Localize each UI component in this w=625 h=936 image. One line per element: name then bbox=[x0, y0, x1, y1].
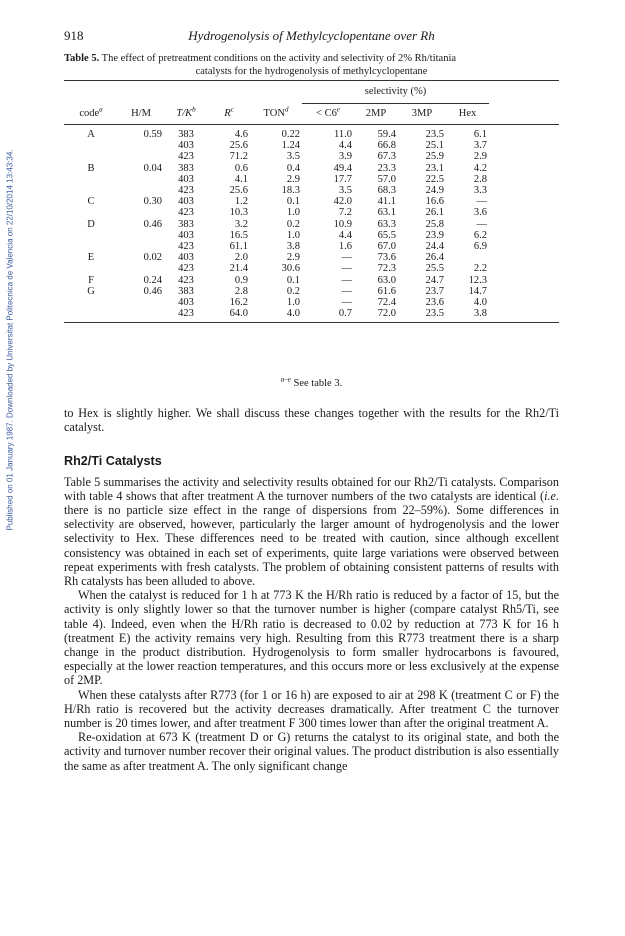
cell-hm bbox=[118, 263, 164, 274]
cell-t: 403 bbox=[178, 140, 194, 152]
cell-r: 0.9 bbox=[234, 274, 248, 286]
cell-ton: 18.3 bbox=[281, 185, 300, 197]
col-2mp: 2MP bbox=[354, 104, 398, 125]
cell-hex: 6.1 bbox=[473, 129, 487, 140]
body-text bbox=[64, 406, 559, 773]
cell-t: 403 bbox=[178, 196, 194, 208]
cell-c6: 10.9 bbox=[333, 218, 352, 230]
cell-c6: 4.4 bbox=[338, 140, 352, 152]
results-table bbox=[64, 80, 559, 323]
cell-r: 4.1 bbox=[234, 173, 248, 185]
cell-ton: 0.4 bbox=[286, 162, 300, 174]
cell-t: 383 bbox=[178, 129, 194, 140]
paragraph-2: When the catalyst is reduced for 1 h at 773 K the H/Rh ratio is reduced by a factor of 15, but the activity is only slightly lower so that the turnover number is higher (compare catalyst Rh5/Ti, see table 4). Indeed, even when the H/Rh ratio is decreased to 0.02 by reduction at 773 K for 16 h (treatment E) the activity remains very high. Resulting from this R773 treatment there is a sharp change in the product distribution. Hydrogenolysis to form smaller hydrocarbons is favoured, especially at the lower reaction temperatures, and this occurs more or less exclusively at the expense of 2MP. bbox=[64, 588, 559, 688]
cell-hm bbox=[118, 185, 164, 196]
cell-hm: 0.30 bbox=[143, 196, 162, 208]
cell-ton: 0.1 bbox=[286, 196, 300, 208]
cell-c6: 3.5 bbox=[338, 185, 352, 197]
cell-hex: 2.2 bbox=[473, 263, 487, 275]
cell-hex: 4.0 bbox=[473, 297, 487, 309]
paragraph-4: Re-oxidation at 673 K (treatment D or G) returns the catalyst to its original state, and both the activity and turnover number recover their original values. The product distribution is also essentially the same as after treatment A. The only significant change bbox=[64, 730, 559, 773]
table-row bbox=[64, 252, 559, 263]
cell-ton: 1.0 bbox=[286, 207, 300, 219]
cell-mp3: 23.5 bbox=[398, 308, 446, 323]
cell-t: 423 bbox=[178, 263, 194, 275]
cell-ton: 0.1 bbox=[286, 274, 300, 286]
cell-mp2: 23.3 bbox=[377, 162, 396, 174]
cell-code: A bbox=[87, 129, 95, 140]
col-3mp: 3MP bbox=[398, 104, 446, 125]
cell-r: 64.0 bbox=[208, 308, 250, 323]
table-row bbox=[64, 196, 559, 207]
cell-hm bbox=[118, 140, 164, 151]
table-row bbox=[64, 140, 559, 151]
cell-hm bbox=[118, 297, 164, 308]
caption-line-1: The effect of pretreatment conditions on the activity and selectivity of 2% Rh/titania bbox=[101, 53, 457, 64]
cell-ton: 0.22 bbox=[281, 129, 300, 140]
cell-mp3: 23.6 bbox=[425, 297, 444, 309]
cell-t: 403 bbox=[178, 252, 194, 264]
cell-mp3: 25.1 bbox=[425, 140, 444, 152]
table-label: Table 5. bbox=[64, 53, 100, 64]
cell-mp2: 41.1 bbox=[377, 196, 396, 208]
cell-mp2: 57.0 bbox=[377, 173, 396, 185]
cell-hex: 12.3 bbox=[468, 274, 487, 286]
cell-hex: 6.2 bbox=[473, 229, 487, 241]
cell-c6: 17.7 bbox=[333, 173, 352, 185]
cell-mp2: 68.3 bbox=[377, 185, 396, 197]
cell-r: 1.2 bbox=[234, 196, 248, 208]
cell-mp2: 73.6 bbox=[377, 252, 396, 264]
cell-r: 71.2 bbox=[229, 151, 248, 163]
cell-mp3: 24.9 bbox=[425, 185, 444, 197]
selectivity-group-header: selectivity (%) bbox=[302, 81, 489, 104]
cell-mp3: 25.9 bbox=[425, 151, 444, 163]
table-footnote: $^{a-e}$ See table 3. bbox=[280, 375, 343, 389]
page-number: 918 bbox=[64, 28, 84, 43]
cell-hex: 3.6 bbox=[473, 207, 487, 219]
table-row bbox=[64, 297, 559, 308]
cell-mp2: 72.4 bbox=[377, 297, 396, 309]
cell-hm bbox=[118, 308, 164, 323]
cell-mp2: 67.3 bbox=[377, 151, 396, 163]
cell-mp3: 23.1 bbox=[425, 162, 444, 174]
cell-hex: 2.9 bbox=[473, 151, 487, 163]
cell-code: E bbox=[87, 252, 95, 264]
col-hex: Hex bbox=[446, 104, 489, 125]
cell-ton: 1.0 bbox=[286, 297, 300, 309]
cell-mp3: 24.4 bbox=[425, 241, 444, 253]
cell-t: 423 bbox=[178, 207, 194, 219]
cell-mp3: 16.6 bbox=[425, 196, 444, 208]
cell-code: C bbox=[87, 196, 95, 208]
cell-t: 423 bbox=[178, 274, 194, 286]
cell-r: 61.1 bbox=[229, 241, 248, 253]
cell-hm: 0.04 bbox=[143, 162, 162, 174]
table-row bbox=[64, 286, 559, 297]
cell-r: 2.0 bbox=[234, 252, 248, 264]
cell-t: 383 bbox=[178, 162, 194, 174]
cell-code bbox=[64, 174, 118, 185]
cell-t: 403 bbox=[178, 297, 194, 309]
cell-c6: 4.4 bbox=[338, 229, 352, 241]
cell-c6: 49.4 bbox=[333, 162, 352, 174]
cell-hex bbox=[446, 252, 489, 263]
cell-hm: 0.24 bbox=[143, 274, 162, 286]
cell-code bbox=[64, 140, 118, 151]
cell-r: 25.6 bbox=[229, 185, 248, 197]
col-ton: TON$^d$ bbox=[250, 104, 302, 125]
cell-hm bbox=[118, 207, 164, 218]
cell-mp3: 25.8 bbox=[425, 218, 444, 230]
cell-t: 423 bbox=[178, 185, 194, 197]
cell-ton: 0.2 bbox=[286, 218, 300, 230]
cell-mp2: 72.3 bbox=[377, 263, 396, 275]
download-watermark bbox=[4, 70, 16, 610]
cell-mp2: 63.0 bbox=[377, 274, 396, 286]
cell-code bbox=[64, 297, 118, 308]
table-row bbox=[64, 163, 559, 174]
cell-r: 0.6 bbox=[234, 162, 248, 174]
cell-c6: — bbox=[341, 274, 352, 286]
table-row bbox=[64, 219, 559, 230]
col-below-c6: < $C6^e$ bbox=[302, 104, 354, 125]
cell-ton: 1.0 bbox=[286, 229, 300, 241]
cell-ton: 2.9 bbox=[286, 173, 300, 185]
cell-code: B bbox=[87, 162, 95, 174]
cell-mp3: 24.7 bbox=[425, 274, 444, 286]
cell-t: 423 bbox=[164, 308, 208, 323]
cell-t: 383 bbox=[178, 285, 194, 297]
cell-mp2: 63.1 bbox=[377, 207, 396, 219]
table-row bbox=[64, 263, 559, 274]
cell-r: 16.5 bbox=[229, 229, 248, 241]
cell-ton: 4.0 bbox=[250, 308, 302, 323]
cell-hm: 0.46 bbox=[143, 285, 162, 297]
cell-c6: — bbox=[341, 263, 352, 275]
cell-t: 423 bbox=[178, 151, 194, 163]
cell-mp3: 26.4 bbox=[425, 252, 444, 264]
table-header-row bbox=[64, 104, 559, 125]
table-row bbox=[64, 308, 559, 323]
cell-mp2: 59.4 bbox=[377, 129, 396, 140]
cell-t: 423 bbox=[178, 241, 194, 253]
cell-hex: 6.9 bbox=[473, 241, 487, 253]
cell-ton: 2.9 bbox=[286, 252, 300, 264]
cell-hex: 14.7 bbox=[468, 285, 487, 297]
cell-ton: 30.6 bbox=[281, 263, 300, 275]
cell-hm bbox=[118, 241, 164, 252]
page-header bbox=[64, 28, 559, 46]
cell-code bbox=[64, 185, 118, 196]
table-row bbox=[64, 185, 559, 196]
cell-c6: — bbox=[341, 285, 352, 297]
cell-hex: — bbox=[476, 196, 487, 208]
cell-r: 21.4 bbox=[229, 263, 248, 275]
cell-r: 2.8 bbox=[234, 285, 248, 297]
cell-mp3: 26.1 bbox=[425, 207, 444, 219]
caption-line-2: catalysts for the hydrogenolysis of methylcyclopentane bbox=[195, 66, 428, 77]
cell-hex: 4.2 bbox=[473, 162, 487, 174]
cell-code: F bbox=[88, 274, 94, 286]
paragraph-0: to Hex is slightly higher. We shall discuss these changes together with the results for the Rh2/Ti catalyst. bbox=[64, 406, 559, 435]
table-row bbox=[64, 207, 559, 218]
cell-r: 10.3 bbox=[229, 207, 248, 219]
table-row bbox=[64, 151, 559, 162]
cell-r: 25.6 bbox=[229, 140, 248, 152]
cell-code bbox=[64, 151, 118, 162]
cell-c6: 11.0 bbox=[334, 129, 352, 140]
paragraph-3: When these catalysts after R773 (for 1 or 16 h) are exposed to air at 298 K (treatment C or F) the H/Rh ratio is recovered but the activity decreases dramatically. After treatment C the turnover number is 20 times lower, and after treatment F 300 times lower than after the original treatment A. bbox=[64, 687, 559, 731]
cell-t: 383 bbox=[178, 218, 194, 230]
cell-c6: 3.9 bbox=[338, 151, 352, 163]
cell-mp2: 72.0 bbox=[354, 308, 398, 323]
cell-r: 16.2 bbox=[229, 297, 248, 309]
cell-mp3: 25.5 bbox=[425, 263, 444, 275]
cell-c6: 42.0 bbox=[333, 196, 352, 208]
cell-hm bbox=[118, 151, 164, 162]
cell-hm bbox=[118, 174, 164, 185]
col-r: $R^c$ bbox=[208, 104, 250, 125]
cell-c6: — bbox=[341, 297, 352, 309]
cell-hex: 3.3 bbox=[473, 185, 487, 197]
download-watermark-text: Published on 01 January 1987. Downloaded by Universitat Politecnica de Valencia on 22/10/2014 13:43:34. bbox=[5, 149, 15, 531]
cell-hm: 0.02 bbox=[143, 252, 162, 264]
col-code: code$^a$ bbox=[64, 104, 118, 125]
cell-mp2: 66.8 bbox=[377, 140, 396, 152]
table-row bbox=[64, 125, 559, 141]
cell-mp2: 67.0 bbox=[377, 241, 396, 253]
cell-hex: 3.8 bbox=[446, 308, 489, 323]
cell-ton: 1.24 bbox=[281, 140, 300, 152]
cell-mp3: 23.7 bbox=[425, 285, 444, 297]
cell-hex: 3.7 bbox=[473, 140, 487, 152]
cell-t: 403 bbox=[178, 229, 194, 241]
running-title: Hydrogenolysis of Methylcyclopentane over Rh bbox=[188, 28, 435, 43]
table-row bbox=[64, 230, 559, 241]
paragraph-1: Table 5 summarises the activity and selectivity results obtained for our Rh2/Ti catalysts. Comparison with table 4 shows that after treatment A the turnover numbers of the two catalysts are identical (i.e. there is no particle size effect in the range of dispersions from 22–59%). Some differences in selectivity are observed, however, particularly the larger amount of hydrogenolysis and the lower selectivity to Hex. These differences need to be treated with caution, since although excellent consistency was obtained in each set of experiments, quite large variations were observed between repeat experiments with fresh catalysts. The problem of obtaining consistent patterns of results with Rh catalysts has been alluded to above. bbox=[64, 474, 559, 589]
table-row bbox=[64, 174, 559, 185]
cell-mp2: 65.5 bbox=[377, 229, 396, 241]
cell-mp3: 23.5 bbox=[425, 129, 444, 140]
cell-mp3: 22.5 bbox=[425, 173, 444, 185]
table-caption bbox=[64, 52, 559, 78]
section-heading: Rh2/Ti Catalysts bbox=[64, 454, 162, 469]
cell-code bbox=[64, 230, 118, 241]
table-row bbox=[64, 275, 559, 286]
cell-code bbox=[64, 263, 118, 274]
col-temperature: $T/K^b$ bbox=[164, 104, 208, 125]
cell-code bbox=[64, 241, 118, 252]
col-hm: H/M bbox=[118, 104, 164, 125]
cell-t: 403 bbox=[178, 173, 194, 185]
cell-code bbox=[64, 207, 118, 218]
cell-hm: 0.46 bbox=[143, 218, 162, 230]
cell-hm: 0.59 bbox=[143, 129, 162, 140]
cell-c6: 0.7 bbox=[302, 308, 354, 323]
cell-hex: 2.8 bbox=[473, 173, 487, 185]
cell-hex: — bbox=[476, 218, 487, 230]
cell-code bbox=[64, 308, 118, 323]
cell-mp3: 23.9 bbox=[425, 229, 444, 241]
cell-r: 3.2 bbox=[234, 218, 248, 230]
table-row bbox=[64, 241, 559, 252]
cell-c6: — bbox=[341, 252, 352, 264]
cell-ton: 0.2 bbox=[286, 285, 300, 297]
cell-ton: 3.8 bbox=[286, 241, 300, 253]
cell-mp2: 63.3 bbox=[377, 218, 396, 230]
cell-ton: 3.5 bbox=[286, 151, 300, 163]
cell-hm bbox=[118, 230, 164, 241]
cell-code: G bbox=[87, 285, 95, 297]
cell-mp2: 61.6 bbox=[377, 285, 396, 297]
cell-r: 4.6 bbox=[234, 129, 248, 140]
cell-c6: 1.6 bbox=[338, 241, 352, 253]
cell-c6: 7.2 bbox=[338, 207, 352, 219]
cell-code: D bbox=[87, 218, 95, 230]
